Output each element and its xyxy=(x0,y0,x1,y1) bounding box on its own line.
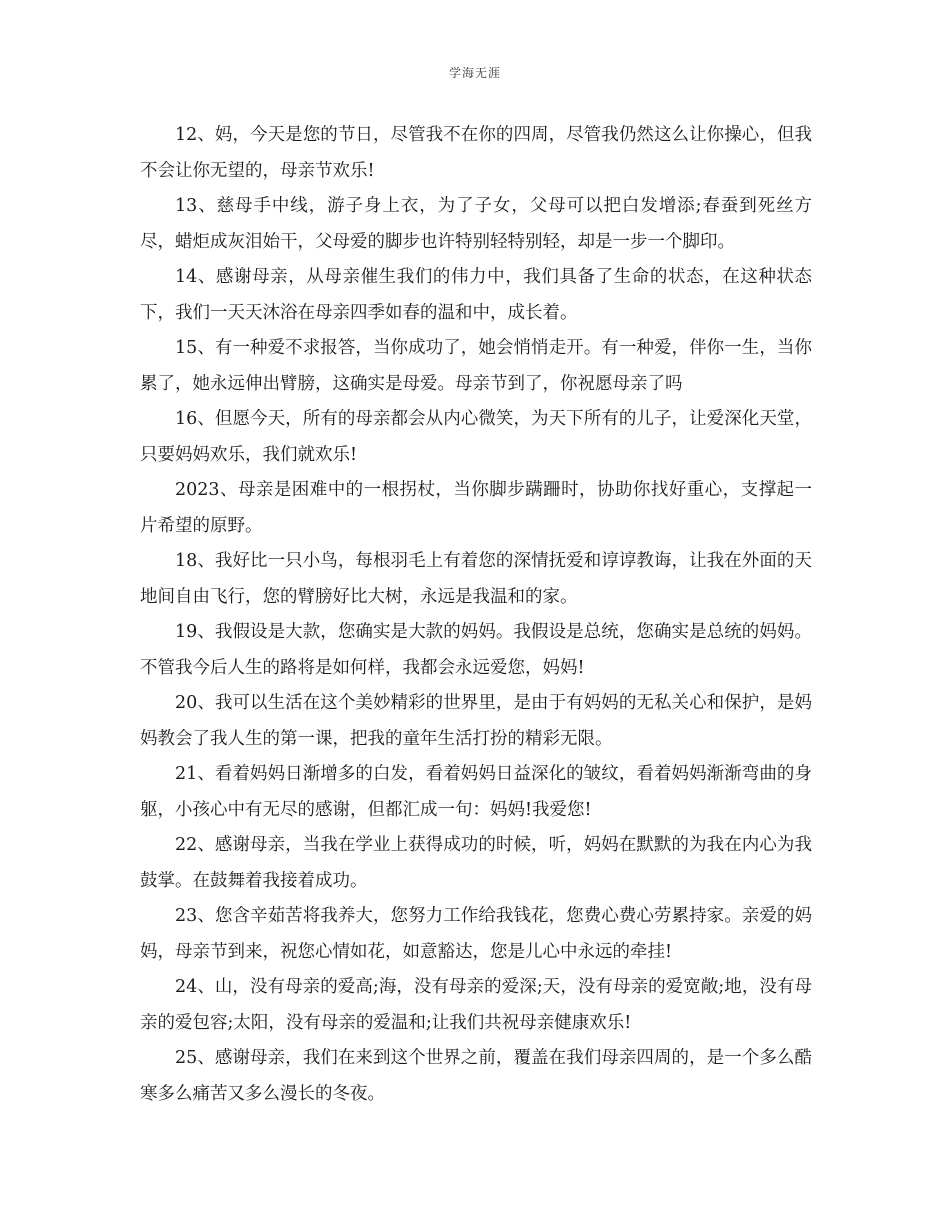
paragraph-16: 16、但愿今天，所有的母亲都会从内心微笑，为天下所有的儿子，让爱深化天堂，只要妈妈欢乐，我们就欢乐! xyxy=(140,409,812,465)
document-body xyxy=(140,118,812,1112)
paragraph-19: 19、我假设是大款，您确实是大款的妈妈。我假设是总统，您确实是总统的妈妈。不管我今后人生的路将是如何样，我都会永远爱您，妈妈! xyxy=(140,622,812,678)
paragraph-25: 25、感谢母亲，我们在来到这个世界之前，覆盖在我们母亲四周的，是一个多么酷寒多么痛苦又多么漫长的冬夜。 xyxy=(140,1048,812,1104)
paragraph-12: 12、妈，今天是您的节日，尽管我不在你的四周，尽管我仍然这么让你操心，但我不会让你无望的，母亲节欢乐! xyxy=(140,125,812,181)
paragraph-21: 21、看着妈妈日渐增多的白发，看着妈妈日益深化的皱纹，看着妈妈渐渐弯曲的身躯，小孩心中有无尽的感谢，但都汇成一句：妈妈!我爱您! xyxy=(140,764,812,820)
paragraph-20: 20、我可以生活在这个美妙精彩的世界里，是由于有妈妈的无私关心和保护，是妈妈教会了我人生的第一课，把我的童年生活打扮的精彩无限。 xyxy=(140,693,812,749)
paragraph-15: 15、有一种爱不求报答，当你成功了，她会悄悄走开。有一种爱，伴你一生，当你累了，她永远伸出臂膀，这确实是母爱。母亲节到了，你祝愿母亲了吗 xyxy=(140,338,812,394)
paragraph-2023: 2023、母亲是困难中的一根拐杖，当你脚步蹒跚时，协助你找好重心，支撑起一片希望的原野。 xyxy=(140,480,812,536)
paragraph-18: 18、我好比一只小鸟，每根羽毛上有着您的深情抚爱和谆谆教诲，让我在外面的天地间自由飞行，您的臂膀好比大树，永远是我温和的家。 xyxy=(140,551,812,607)
paragraph-14: 14、感谢母亲，从母亲催生我们的伟力中，我们具备了生命的状态，在这种状态下，我们一天天沐浴在母亲四季如春的温和中，成长着。 xyxy=(140,267,812,323)
paragraph-13: 13、慈母手中线，游子身上衣，为了子女，父母可以把白发增添;春蚕到死丝方尽，蜡炬成灰泪始干，父母爱的脚步也许特别轻特别轻，却是一步一个脚印。 xyxy=(140,196,812,252)
paragraph-24: 24、山，没有母亲的爱高;海，没有母亲的爱深;天，没有母亲的爱宽敞;地，没有母亲的爱包容;太阳，没有母亲的爱温和;让我们共祝母亲健康欢乐! xyxy=(140,977,812,1033)
paragraph-22: 22、感谢母亲，当我在学业上获得成功的时候，听，妈妈在默默的为我在内心为我鼓掌。在鼓舞着我接着成功。 xyxy=(140,835,812,891)
paragraph-23: 23、您含辛茹苦将我养大，您努力工作给我钱花，您费心费心劳累持家。亲爱的妈妈，母亲节到来，祝您心情如花，如意豁达，您是儿心中永远的牵挂! xyxy=(140,906,812,962)
page-header: 学海无涯 xyxy=(448,66,501,80)
